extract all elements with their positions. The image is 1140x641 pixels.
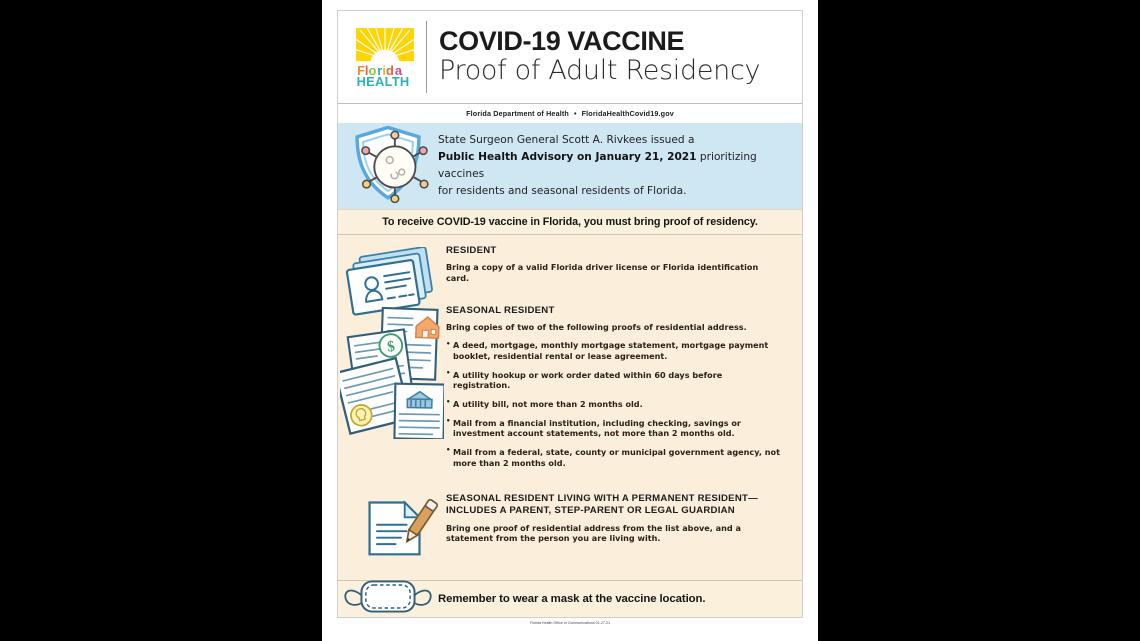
- logo-container: [338, 27, 426, 87]
- list-item: • A deed, mortgage, monthly mortgage statement, mortgage payment booklet, residential rental or lease agreement.: [446, 340, 782, 361]
- list-item: • Mail from a federal, state, county or municipal government agency, not more than 2 months old.: [446, 447, 782, 468]
- byline-agency: Florida Department of Health: [466, 109, 569, 118]
- documents-stack-icon: [340, 305, 444, 444]
- advisory-line-2-tail: prioritizing vaccines: [438, 150, 757, 180]
- section-resident-title: RESIDENT: [446, 245, 497, 256]
- section-living-with-permanent-resident: [338, 493, 802, 544]
- proof-required-banner: [338, 209, 802, 235]
- byline-website: FloridaHealthCovid19.gov: [581, 109, 674, 118]
- svg-text:a: a: [394, 63, 403, 79]
- svg-text:o: o: [368, 63, 377, 79]
- florida-health-logo-icon: [354, 27, 416, 87]
- section-living-with-permanent-resident-text: [446, 493, 802, 544]
- svg-text:F: F: [357, 63, 365, 79]
- shield-virus-icon: [345, 124, 431, 208]
- covid-vaccine-residency-poster: [337, 10, 803, 618]
- face-mask-icon: [342, 577, 434, 621]
- agency-byline: [338, 104, 802, 123]
- section-resident-lead: Bring a copy of a valid Florida driver license or Florida identification card.: [446, 262, 759, 284]
- poster-header: [338, 11, 802, 104]
- section-living-with-permanent-resident-title: SEASONAL RESIDENT LIVING WITH A PERMANENT RESIDENT— INCLUDES A PARENT, STEP-PARENT OR LEGAL GUARDIAN: [446, 493, 758, 517]
- mask-reminder-text: Remember to wear a mask at the vaccine location.: [438, 593, 706, 605]
- svg-text:l: l: [364, 63, 369, 79]
- signed-document-pen-icon: [364, 495, 438, 565]
- advisory-line-1: State Surgeon General Scott A. Rivkees issued a: [438, 133, 695, 146]
- list-item: • A utility bill, not more than 2 months old.: [446, 399, 782, 410]
- svg-text:$: $: [386, 338, 396, 356]
- section-resident: [338, 245, 802, 284]
- poster-title-sub: Proof of Adult Residency: [439, 54, 761, 86]
- advisory-text: [438, 132, 802, 201]
- section-living-with-permanent-resident-lead: Bring one proof of residential address from the list above, and a statement from the person you are living with.: [446, 522, 741, 544]
- section-seasonal-resident-text: [446, 305, 802, 476]
- seasonal-resident-proof-list: [446, 340, 782, 468]
- section-resident-text: [446, 245, 802, 284]
- section-seasonal-resident: [338, 305, 802, 476]
- mask-icon-container: [338, 577, 438, 621]
- section-living-with-permanent-resident-art: [338, 493, 446, 544]
- poster-footer-credit: Florida Health Office of Communications 01-27-21: [529, 621, 611, 625]
- svg-text:r: r: [377, 63, 383, 79]
- section-seasonal-resident-lead: Bring copies of two of the following proofs of residential address.: [446, 322, 747, 333]
- byline-separator: •: [573, 109, 577, 118]
- section-seasonal-resident-art: [338, 305, 446, 476]
- svg-text:d: d: [386, 63, 394, 79]
- poster-titles: [439, 25, 802, 86]
- advisory-bold-phrase: Public Health Advisory on January 21, 2021: [438, 150, 697, 163]
- section-seasonal-resident-title: SEASONAL RESIDENT: [446, 305, 555, 316]
- advisory-icon-container: [338, 124, 438, 208]
- proof-required-banner-text: To receive COVID-19 vaccine in Florida, you must bring proof of residency.: [382, 216, 758, 228]
- list-item: • Mail from a financial institution, including checking, savings or investment account statements, not more than 2 months old.: [446, 418, 782, 439]
- header-divider: [426, 21, 427, 93]
- poster-body: [338, 235, 802, 580]
- document-page: [322, 0, 818, 641]
- advisory-line-3: for residents and seasonal residents of Florida.: [438, 185, 687, 198]
- list-item: • A utility hookup or work order dated within 60 days before registration.: [446, 370, 782, 391]
- mask-reminder-strip: [338, 580, 802, 617]
- poster-title-main: COVID-19 VACCINE: [439, 25, 685, 56]
- svg-text:HEALTH: HEALTH: [356, 73, 410, 87]
- svg-text:i: i: [382, 63, 387, 79]
- public-health-advisory-block: [338, 123, 802, 209]
- section-resident-art: [338, 245, 446, 284]
